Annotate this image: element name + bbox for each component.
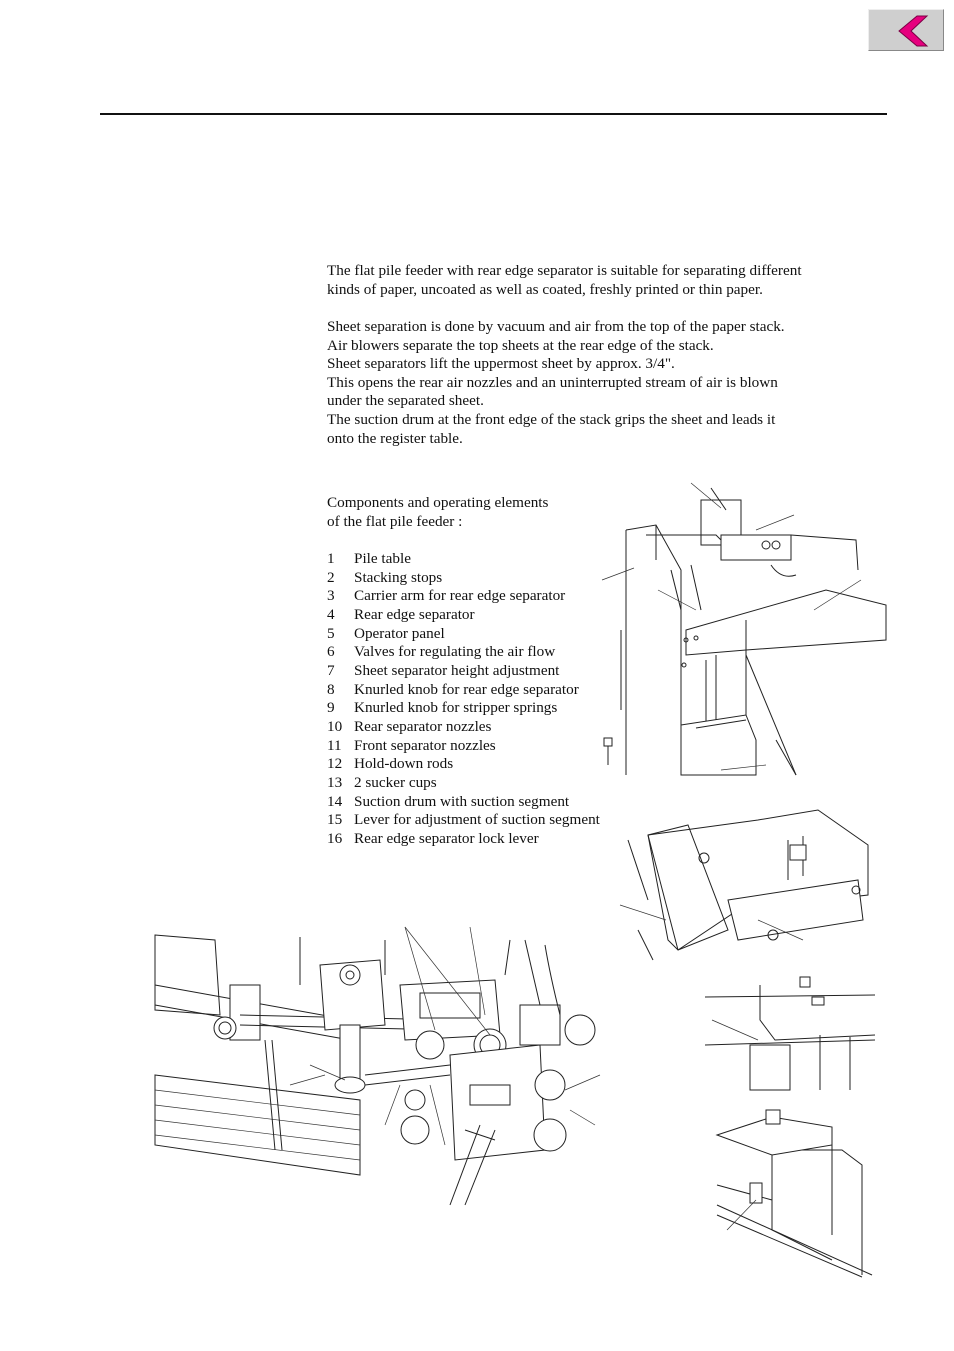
separation-line: Sheet separators lift the uppermost sheet by approx. 3/4".: [327, 355, 675, 373]
item-number: 10: [327, 717, 343, 735]
separation-line: under the separated sheet.: [327, 392, 484, 410]
chevron-left-icon: [869, 10, 945, 52]
feeder-overview-drawing: [596, 480, 896, 780]
separation-line: onto the register table.: [327, 429, 463, 447]
list-item: [327, 587, 600, 606]
item-label: Suction drum with suction segment: [354, 792, 570, 810]
item-number: 13: [327, 773, 343, 791]
item-label: Sheet separator height adjustment: [354, 661, 560, 679]
item-number: 6: [327, 643, 335, 661]
list-item: [327, 793, 600, 812]
item-label: Pile table: [354, 550, 411, 567]
item-label: Rear edge separator: [354, 605, 475, 623]
item-number: 5: [327, 624, 335, 642]
item-number: 1: [327, 550, 335, 567]
item-label: Hold-down rods: [354, 755, 454, 773]
list-item: [327, 606, 600, 625]
item-label: Valves for regulating the air flow: [354, 643, 556, 661]
list-item: [327, 643, 600, 662]
item-number: 9: [327, 699, 335, 717]
item-number: 2: [327, 568, 335, 586]
intro-line: kinds of paper, uncoated as well as coated, freshly printed or thin paper.: [327, 280, 763, 298]
list-item: [327, 625, 600, 644]
item-label: Knurled knob for rear edge separator: [354, 680, 579, 698]
list-item: [327, 811, 600, 830]
list-item: [327, 755, 600, 774]
item-label: Operator panel: [354, 624, 445, 642]
list-item: [327, 550, 600, 569]
components-heading: [327, 494, 548, 531]
separation-line: Sheet separation is done by vacuum and air from the top of the paper stack.: [327, 318, 785, 335]
intro-line: The flat pile feeder with rear edge separator is suitable for separating different: [327, 262, 802, 279]
item-number: 4: [327, 605, 335, 623]
components-heading-line: of the flat pile feeder :: [327, 512, 463, 530]
components-list: [327, 550, 600, 849]
list-item: [327, 830, 600, 849]
item-number: 16: [327, 829, 343, 847]
item-number: 3: [327, 587, 335, 605]
item-label: 2 sucker cups: [354, 773, 437, 791]
item-label: Rear edge separator lock lever: [354, 829, 539, 847]
item-label: Lever for adjustment of suction segment: [354, 811, 600, 829]
list-item: [327, 737, 600, 756]
lock-lever-detail-drawing: [712, 1105, 887, 1280]
header-rule: [100, 113, 887, 115]
separation-line: The suction drum at the front edge of the stack grips the sheet and leads it: [327, 410, 776, 428]
list-item: [327, 774, 600, 793]
back-button[interactable]: [868, 9, 944, 51]
item-number: 15: [327, 811, 343, 829]
intro-paragraph: [327, 262, 847, 299]
components-heading-line: Components and operating elements: [327, 494, 549, 511]
item-label: Rear separator nozzles: [354, 717, 492, 735]
separation-paragraph: [327, 318, 847, 448]
separation-line: Air blowers separate the top sheets at the rear edge of the stack.: [327, 336, 714, 354]
list-item: [327, 569, 600, 588]
item-number: 12: [327, 755, 343, 773]
item-number: 8: [327, 680, 335, 698]
suction-drum-drawing: [618, 800, 878, 965]
item-label: Front separator nozzles: [354, 736, 496, 754]
item-number: 11: [327, 736, 342, 754]
list-item: [327, 718, 600, 737]
list-item: [327, 662, 600, 681]
list-item: [327, 699, 600, 718]
rear-edge-separator-drawing: [150, 925, 610, 1210]
list-item: [327, 681, 600, 700]
item-number: 14: [327, 792, 343, 810]
item-label: Carrier arm for rear edge separator: [354, 587, 566, 605]
item-label: Stacking stops: [354, 568, 443, 586]
suction-segment-detail-drawing: [700, 975, 885, 1095]
item-label: Knurled knob for stripper springs: [354, 699, 558, 717]
separation-line: This opens the rear air nozzles and an uninterrupted stream of air is blown: [327, 373, 778, 391]
item-number: 7: [327, 661, 335, 679]
